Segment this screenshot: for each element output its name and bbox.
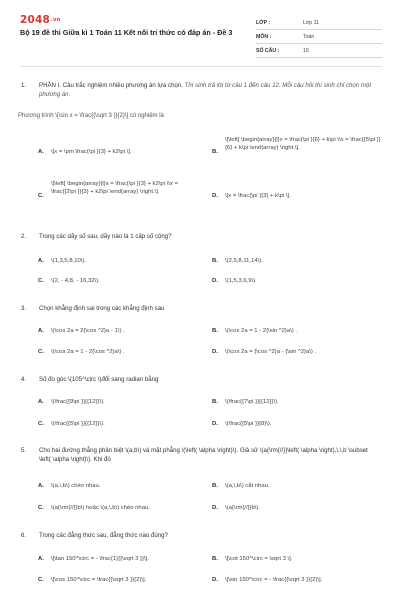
- option-letter: C.: [38, 193, 44, 199]
- question-stem: Chọn khẳng định sai trong các khẳng định sau: [39, 305, 165, 312]
- option-letter: D.: [212, 421, 218, 427]
- option-letter: C.: [38, 349, 44, 355]
- question-stem: Trong các dãy số sau, dãy nào là 1 cấp số cộng?: [39, 233, 172, 240]
- option-letter: D.: [212, 577, 218, 583]
- question-stem: Cho hai đường thẳng phân biệt \(a,b\) và mặt phẳng \(\left( \alpha \right)\). Giả sử \(a{\rm{//}}\left( \alpha \right),\,\,b \subset \left( \alpha \right)\). Khi đó: [39, 447, 368, 463]
- option-text: \[\left[ \begin{array}{l}x = \frac{\pi }{3} + k2\pi \\x = \frac{{2\pi }}{3} + k2\pi \end{array} \right.\].: [51, 181, 178, 196]
- option-letter: A.: [38, 399, 44, 405]
- meta-label: SỐ CÂU :: [256, 48, 280, 54]
- option-text: \(1,5,3,6,9\).: [225, 278, 257, 284]
- option-text: \(\frac{{7\pi }}{{12}}\).: [225, 399, 279, 405]
- option-text: \[\tan 150^\circ = - \frac{1}{{\sqrt 3 }}\].: [51, 556, 149, 562]
- option-letter: B.: [212, 149, 218, 155]
- option-text: \(a{\rm{//}}b\).: [225, 505, 261, 511]
- meta-value: Lớp 11: [303, 20, 319, 26]
- header-divider: [20, 66, 382, 67]
- page-header: [20, 12, 382, 62]
- option-letter: C.: [38, 577, 44, 583]
- option-letter: A.: [38, 483, 44, 489]
- option-text: \[x = \pm \frac{\pi }{3} + k2\pi \].: [51, 149, 132, 155]
- option-text: \(1,3,5,8,10\).: [51, 258, 87, 264]
- question-number: 5.: [21, 447, 27, 454]
- page-title: Bộ 19 đề thi Giữa kì 1 Toán 11 Kết nối tri thức có đáp án - Đề 3: [20, 28, 233, 37]
- meta-row-question-count: [256, 44, 382, 58]
- option-text: \(2, - 4,8, - 16,32\).: [51, 278, 100, 284]
- option-text: \(a,\,b\) cắt nhau.: [225, 483, 270, 489]
- question-number: 3.: [21, 305, 27, 312]
- option-text: \(\frac{{9\pi }}{{12}}\).: [51, 399, 105, 405]
- option-text: \(\cos 2a = {\cos ^2}a - {\sin ^2}a\) .: [225, 349, 317, 355]
- option-letter: A.: [38, 328, 44, 334]
- section-instruction: Thí sinh trả lời từ câu 1 đến câu 12. Mỗi câu hỏi thí sinh chỉ chọn một phương án.: [39, 82, 372, 98]
- option-letter: B.: [212, 399, 218, 405]
- logo-suffix: .vn: [51, 17, 61, 23]
- option-letter: A.: [38, 258, 44, 264]
- meta-value: 19: [303, 48, 309, 54]
- option-letter: D.: [212, 193, 218, 199]
- question-number: 2.: [21, 233, 27, 240]
- option-text: \(\cos 2a = 1 - 2{\sin ^2}a\) .: [225, 328, 298, 334]
- question-number: 6.: [21, 532, 27, 539]
- option-text: \[\left[ \begin{array}{l}x = \frac{\pi }{6} + k\pi \\x = \frac{{5\pi }}{6} + k\pi \end{array} \right.\].: [225, 137, 381, 152]
- option-letter: B.: [212, 483, 218, 489]
- option-letter: D.: [212, 349, 218, 355]
- section-title: PHẦN I. Câu trắc nghiệm nhiều phương án lựa chọn.: [39, 82, 183, 89]
- option-letter: A.: [38, 149, 44, 155]
- option-letter: C.: [38, 421, 44, 427]
- option-letter: B.: [212, 556, 218, 562]
- option-letter: A.: [38, 556, 44, 562]
- option-text: \(\frac{{5\pi }}{{12}}\).: [51, 421, 105, 427]
- meta-label: MÔN :: [256, 34, 272, 40]
- option-text: \(\cos 2a = 2{\cos ^2}a - 1\) .: [51, 328, 125, 334]
- question-number: 1.: [21, 82, 27, 89]
- option-text: \(a,\,b\) chéo nhau.: [51, 483, 101, 489]
- logo-main: 2048: [20, 14, 51, 26]
- option-letter: D.: [212, 278, 218, 284]
- section-text: [39, 82, 381, 99]
- option-text: \[\cot 150^\circ = \sqrt 3 \].: [225, 556, 293, 562]
- exam-meta-table: [256, 16, 382, 58]
- option-text: \(a{\rm{//}}b\) hoặc \(a,\,b\) chéo nhau.: [51, 505, 150, 511]
- option-text: \(\frac{{5\pi }}{8}\).: [225, 421, 272, 427]
- option-text: \(\cos 2a = 1 - 2{\cos ^2}a\) .: [51, 349, 125, 355]
- question-stem: Phương trình \[\sin x = \frac{{\sqrt 3 }}{2}\] có nghiệm là: [18, 113, 164, 119]
- question-stem: Trong các đẳng thức sau, đẳng thức nào đúng?: [39, 532, 168, 539]
- site-logo[interactable]: [20, 14, 60, 26]
- option-letter: C.: [38, 278, 44, 284]
- option-text: \[x = \frac{\pi }{3} + k\pi \].: [225, 193, 291, 199]
- meta-label: LỚP :: [256, 20, 271, 26]
- option-letter: C.: [38, 505, 44, 511]
- option-letter: D.: [212, 505, 218, 511]
- question-stem: Số đo góc \(105^\circ \)đổi sang radian bằng: [39, 376, 159, 383]
- meta-row-class: [256, 16, 382, 30]
- meta-row-subject: [256, 30, 382, 44]
- option-text: \[\sin 150^\circ = - \frac{{\sqrt 3 }}{2}\].: [225, 577, 323, 583]
- option-letter: B.: [212, 258, 218, 264]
- question-number: 4.: [21, 376, 27, 383]
- option-text: \(2,5,8,11,14\).: [225, 258, 263, 264]
- option-text: \[\cos 150^\circ = \frac{{\sqrt 3 }}{2}\].: [51, 577, 147, 583]
- option-letter: B.: [212, 328, 218, 334]
- meta-value: Toán: [303, 34, 315, 40]
